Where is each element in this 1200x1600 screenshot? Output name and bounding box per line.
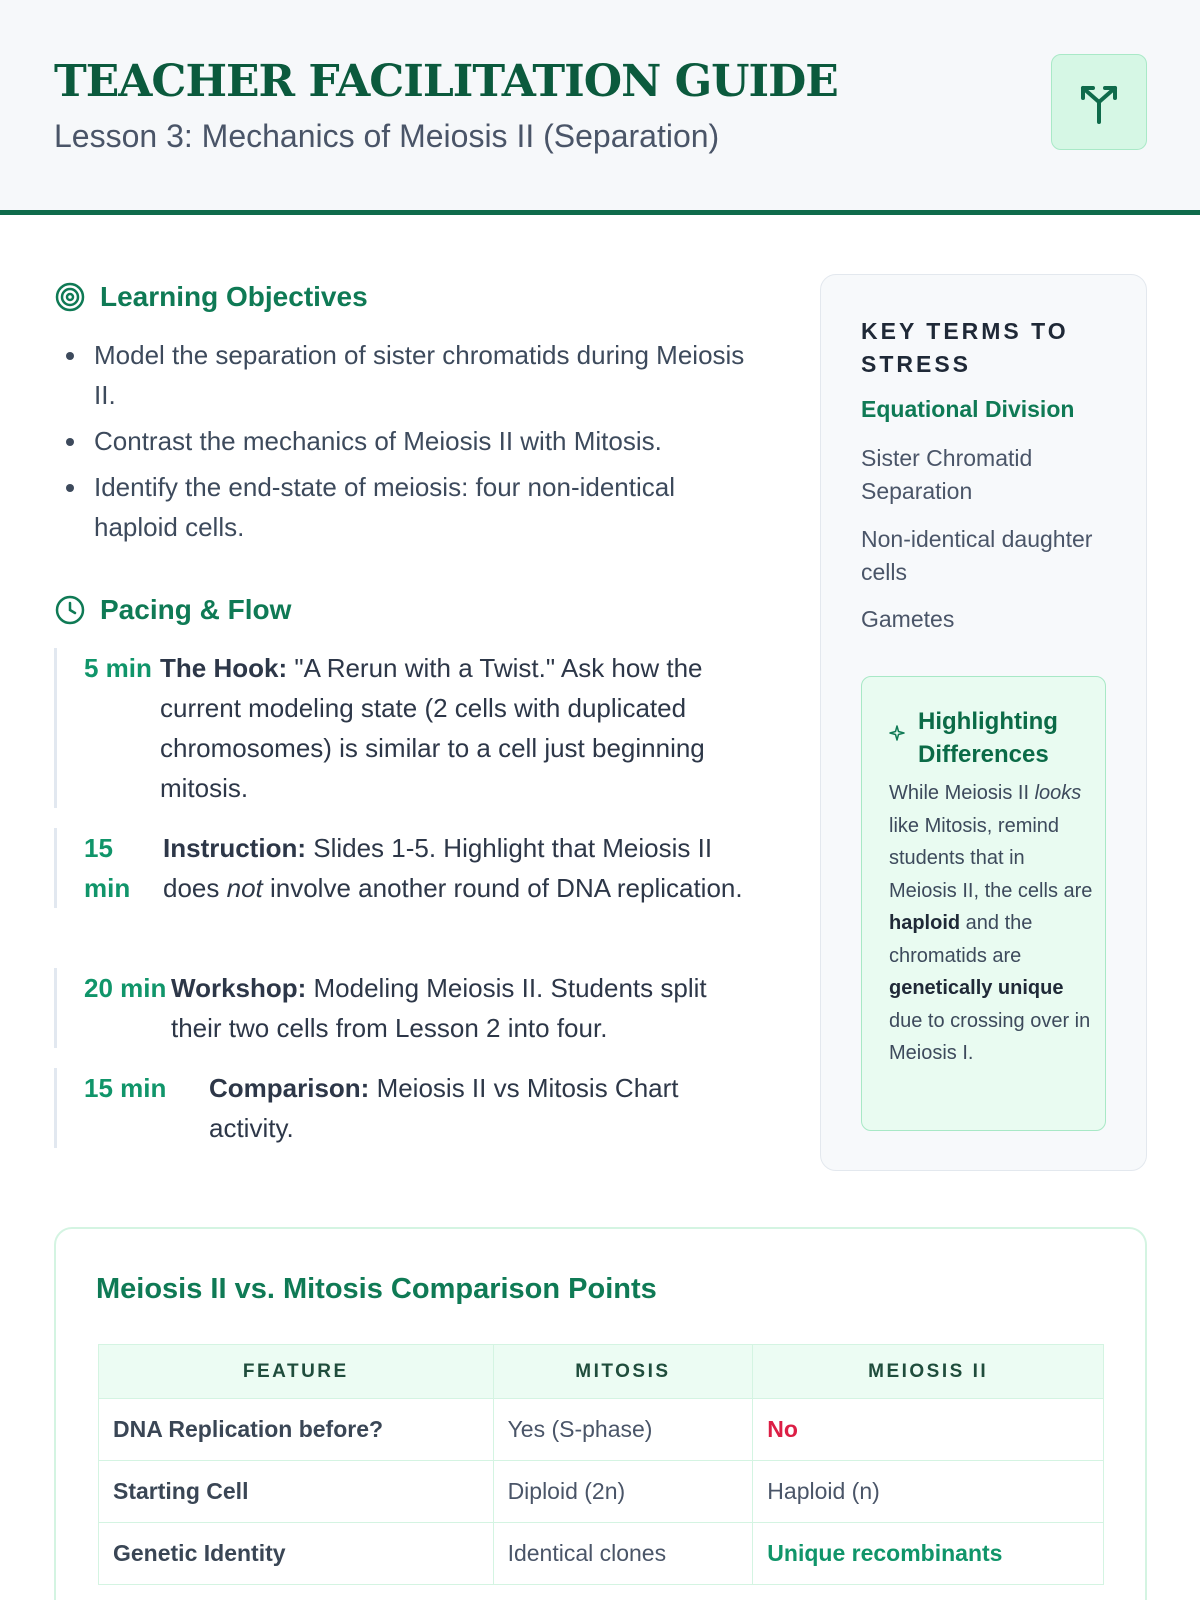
- callout-title: Highlighting Differences: [918, 708, 1058, 768]
- callout-body: [889, 777, 1094, 1070]
- table-cell: Haploid (n): [753, 1461, 1104, 1523]
- objectives-heading: [54, 281, 368, 313]
- split-arrow-icon: [1051, 54, 1147, 150]
- pacing-heading: [54, 594, 291, 626]
- key-term: Gametes: [861, 606, 955, 632]
- comparison-title: Meiosis II vs. Mitosis Comparison Points: [96, 1273, 657, 1305]
- callout-bold: genetically unique: [889, 977, 1064, 999]
- pacing-time: 15 min: [84, 833, 131, 903]
- page-header: [0, 0, 1200, 215]
- key-term: Non-identical daughter cells: [861, 526, 1093, 585]
- pacing-desc: [171, 968, 764, 1048]
- pacing-time: 20 min: [84, 973, 167, 1003]
- pacing-emphasis: not: [226, 873, 263, 903]
- callout-emphasis: looks: [1034, 782, 1082, 804]
- callout-text: While Meiosis II: [889, 782, 1035, 804]
- pacing-desc: [160, 648, 764, 808]
- table-header-row: [99, 1345, 1104, 1399]
- list-item: Identify the end-state of meiosis: four non-identical haploid cells.: [66, 467, 766, 547]
- column-header: FEATURE: [99, 1345, 494, 1399]
- list-item: Model the separation of sister chromatids during Meiosis II.: [66, 335, 766, 415]
- table-row: [99, 1523, 1104, 1585]
- pacing-time: 5 min: [84, 653, 152, 683]
- key-terms-panel: [820, 274, 1147, 1171]
- key-term: Equational Division: [861, 396, 1075, 422]
- pacing-desc: [163, 828, 764, 908]
- clock-icon: [54, 594, 86, 626]
- pacing-label: Comparison:: [209, 1073, 370, 1103]
- pacing-title: Pacing & Flow: [100, 594, 292, 625]
- callout-bold: haploid: [889, 912, 961, 934]
- pacing-text: "A Rerun with a Twist." Ask how the current modeling state (2 cells with duplicated chromosomes) is similar to a cell just beginning mitosis.: [160, 653, 705, 803]
- table-cell: Starting Cell: [99, 1461, 494, 1523]
- table-cell: No: [753, 1399, 1104, 1461]
- pacing-item: [54, 828, 764, 908]
- pacing-time: 15 min: [84, 1073, 167, 1103]
- callout-text: due to crossing over in Meiosis I.: [889, 1009, 1091, 1064]
- pacing-item: [54, 1068, 764, 1148]
- objectives-list: [66, 335, 766, 553]
- pacing-label: Instruction:: [163, 833, 306, 863]
- callout-text: like Mitosis, remind students that in Meiosis II, the cells are: [889, 814, 1093, 902]
- comparison-table: [98, 1344, 1104, 1585]
- target-icon: [54, 281, 86, 313]
- pacing-text: Meiosis II vs Mitosis Chart activity.: [209, 1073, 679, 1143]
- objectives-title: Learning Objectives: [100, 281, 368, 312]
- table-cell: Diploid (2n): [493, 1461, 753, 1523]
- page-subtitle: Lesson 3: Mechanics of Meiosis II (Separation): [54, 118, 720, 154]
- pacing-desc: [209, 1068, 764, 1148]
- column-header: MITOSIS: [493, 1345, 753, 1399]
- pacing-label: The Hook:: [160, 653, 288, 683]
- key-term: Sister Chromatid Separation: [861, 445, 1033, 504]
- key-terms-title: KEY TERMS TO STRESS: [861, 318, 1069, 377]
- pacing-label: Workshop:: [171, 973, 307, 1003]
- comparison-card: [54, 1227, 1147, 1600]
- table-cell: Yes (S-phase): [493, 1399, 753, 1461]
- table-row: [99, 1399, 1104, 1461]
- pacing-item: [54, 648, 764, 808]
- pacing-text: Slides 1-5. Highlight that Meiosis II does: [163, 833, 713, 903]
- page-title: TEACHER FACILITATION GUIDE: [54, 56, 838, 107]
- table-cell: Unique recombinants: [753, 1523, 1104, 1585]
- column-header: MEIOSIS II: [753, 1345, 1104, 1399]
- highlight-callout: [861, 676, 1106, 1131]
- pacing-text: involve another round of DNA replication.: [262, 873, 743, 903]
- pacing-text: Modeling Meiosis II. Students split their two cells from Lesson 2 into four.: [171, 973, 707, 1043]
- callout-text: and the chromatids are: [889, 912, 1033, 967]
- sparkle-icon: [889, 725, 905, 741]
- table-cell: Identical clones: [493, 1523, 753, 1585]
- list-item: Contrast the mechanics of Meiosis II with Mitosis.: [66, 421, 766, 461]
- table-cell: Genetic Identity: [99, 1523, 494, 1585]
- table-row: [99, 1461, 1104, 1523]
- pacing-item: [54, 968, 764, 1048]
- table-cell: DNA Replication before?: [99, 1399, 494, 1461]
